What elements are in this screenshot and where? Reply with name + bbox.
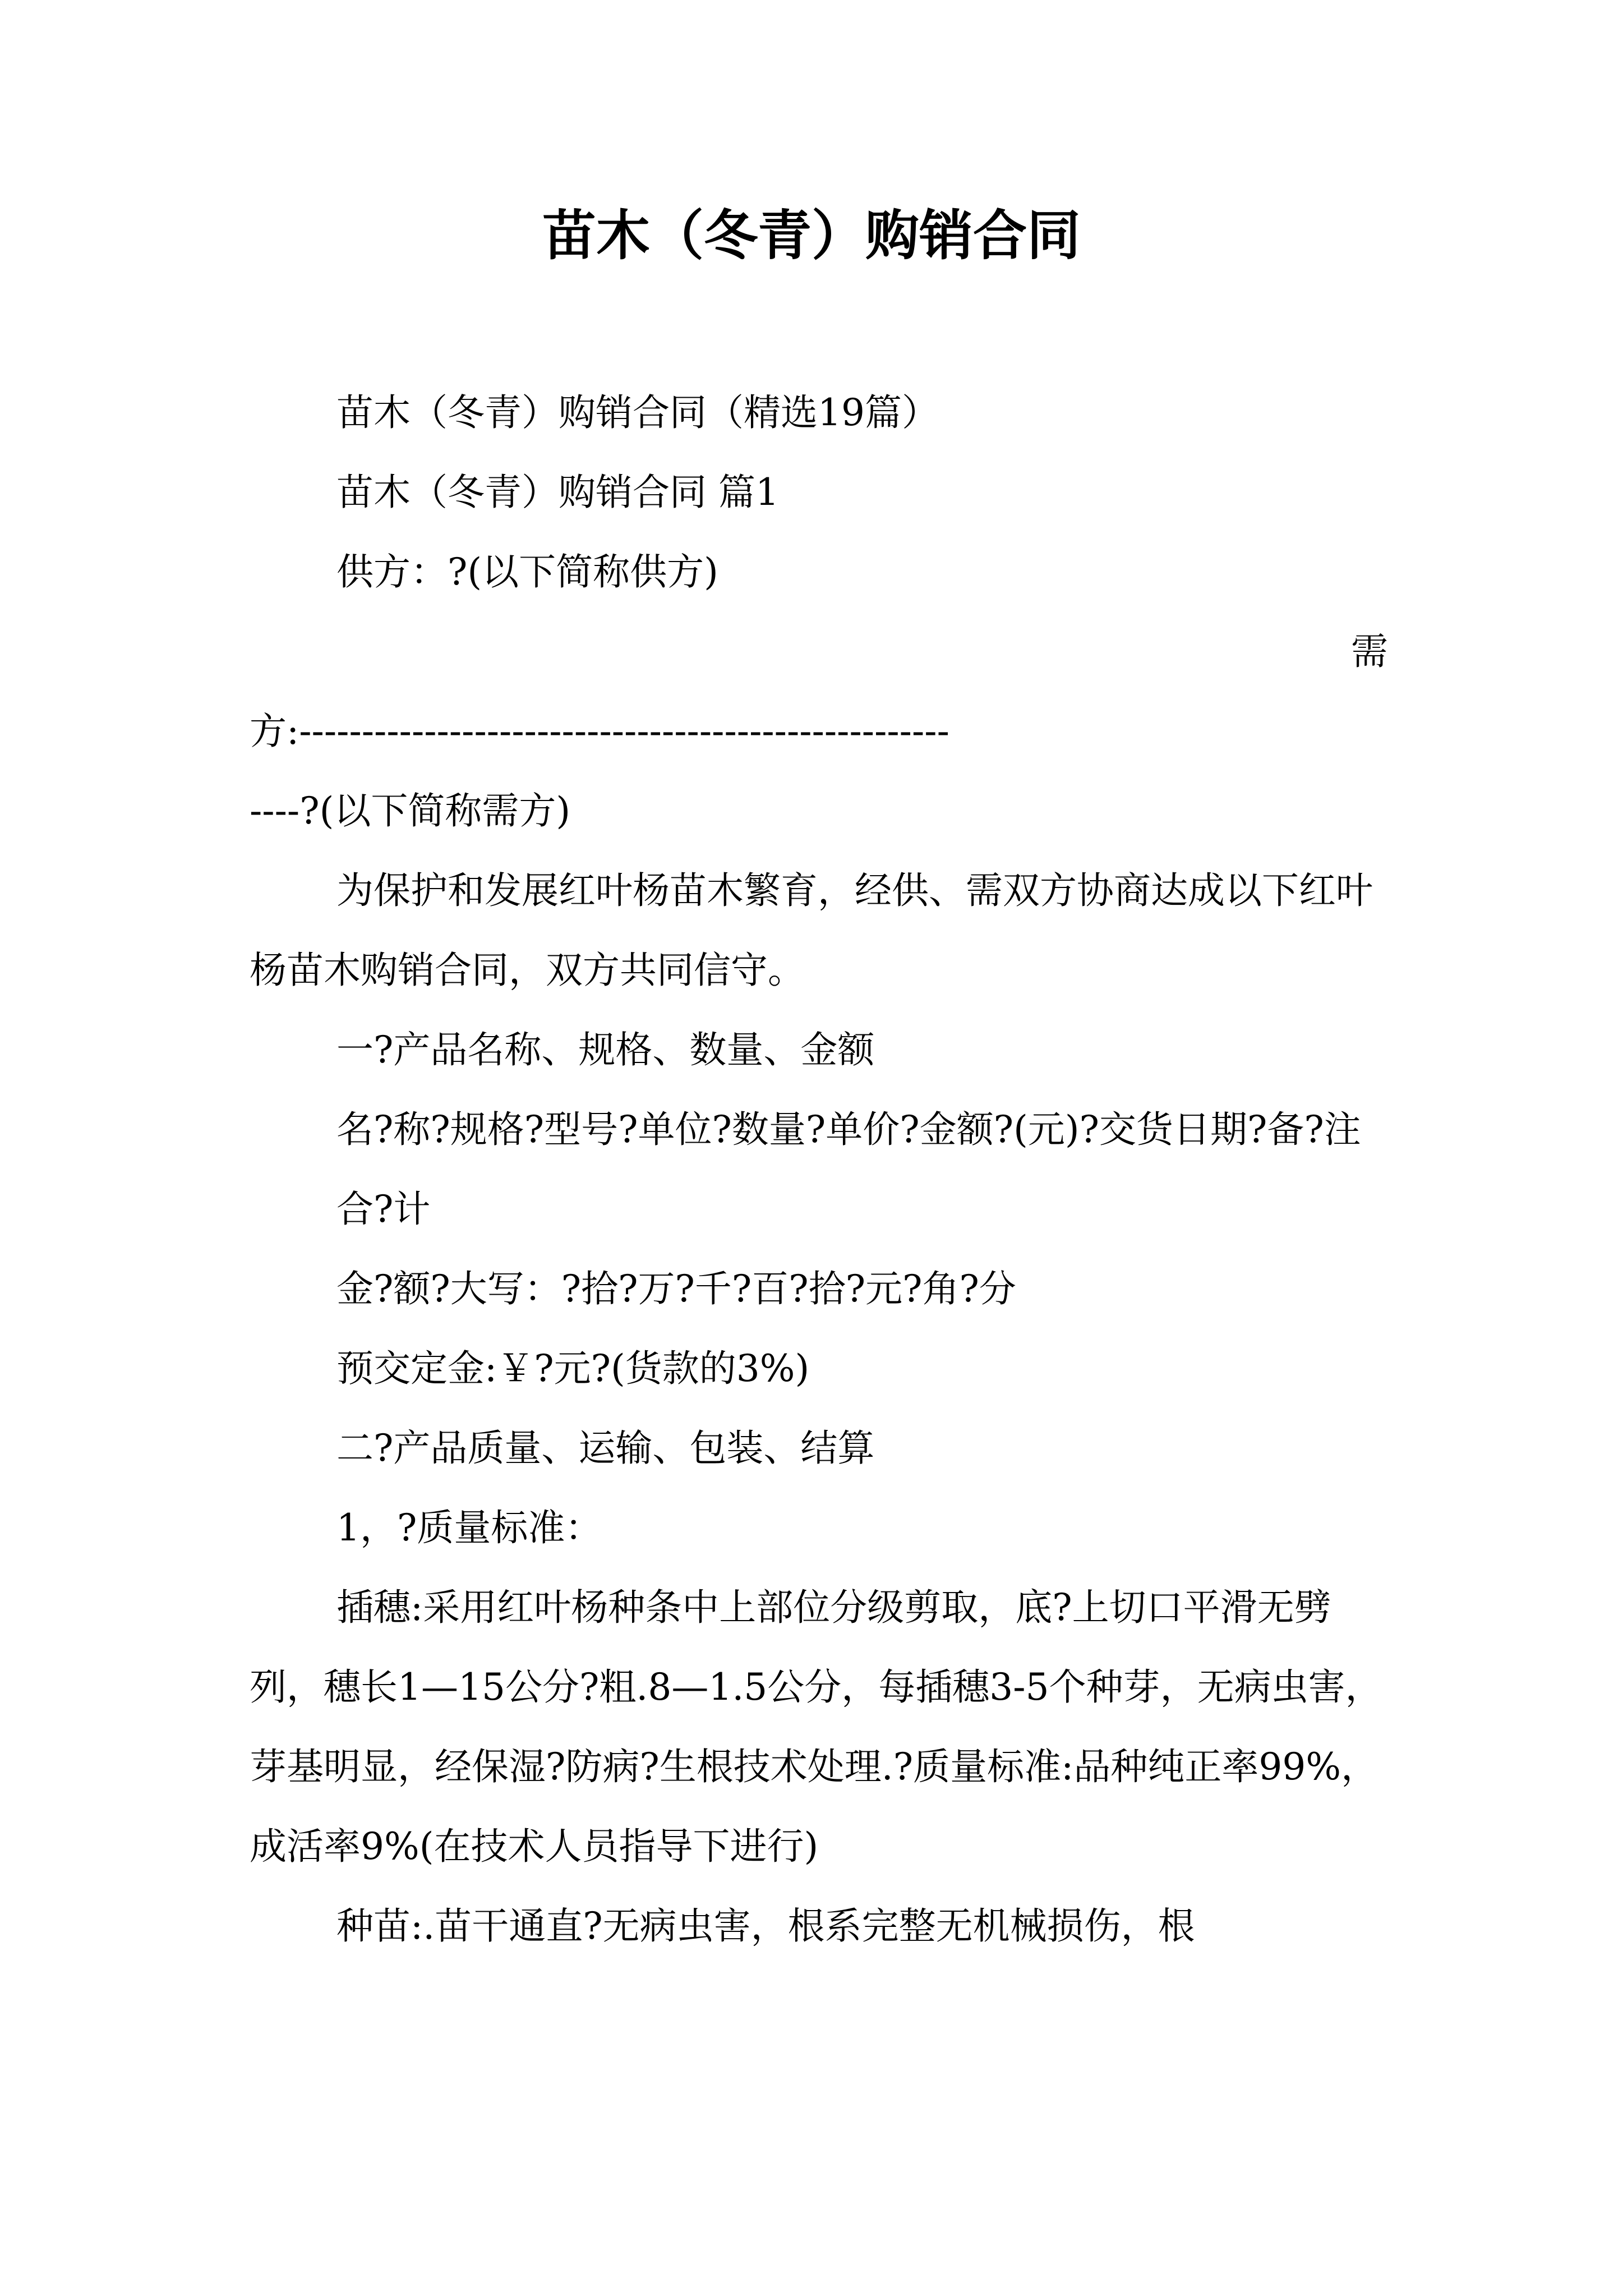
- paragraph-clause-1-heading: 一?产品名称、规格、数量、金额: [336, 1028, 875, 1071]
- paragraph-buyer-label: 需: [1351, 630, 1388, 673]
- paragraph-deposit: 预交定金:￥?元?(货款的3%): [336, 1347, 810, 1390]
- paragraph-preamble: 为保护和发展红叶杨苗木繁育，经供、需双方协商达成以下红叶杨苗木购销合同，双方共同信守。: [250, 869, 1373, 992]
- paragraph-seedlings: 种苗:.苗干通直?无病虫害，根系完整无机械损伤，根: [336, 1904, 1195, 1948]
- paragraph-buyer-line: 方:----------------------------------------------------: [250, 710, 949, 753]
- paragraph-buyer-line-cont: ----?(以下简称需方): [250, 789, 571, 832]
- paragraph-table-header: 名?称?规格?型号?单位?数量?单价?金额?(元)?交货日期?备?注: [336, 1108, 1361, 1151]
- paragraph-amount-words: 金?额?大写：?拾?万?千?百?拾?元?角?分: [336, 1267, 1016, 1310]
- paragraph-cuttings: 插穗:采用红叶杨种条中上部位分级剪取，底?上切口平滑无劈列，穗长1—15公分?粗.8—1.5公分，每插穗3-5个种芽，无病虫害，芽基明显，经保湿?防病?生根技术处理.?质量标准:品种纯正率99%，成活率9%(在技术人员指导下进行): [250, 1586, 1382, 1868]
- paragraph-total: 合?计: [336, 1188, 431, 1231]
- page-title: 苗木（冬青）购销合同: [542, 204, 1081, 267]
- paragraph-clause-2-heading: 二?产品质量、运输、包装、结算: [336, 1427, 875, 1470]
- document-body: [250, 373, 1388, 1966]
- paragraph-quality-standard: 1，?质量标准：: [336, 1506, 602, 1549]
- paragraph-subtitle: 苗木（冬青）购销合同（精选19篇）: [336, 391, 939, 434]
- paragraph-section-heading: 苗木（冬青）购销合同 篇1: [336, 471, 779, 514]
- paragraph-supplier: 供方：?(以下简称供方): [336, 550, 718, 593]
